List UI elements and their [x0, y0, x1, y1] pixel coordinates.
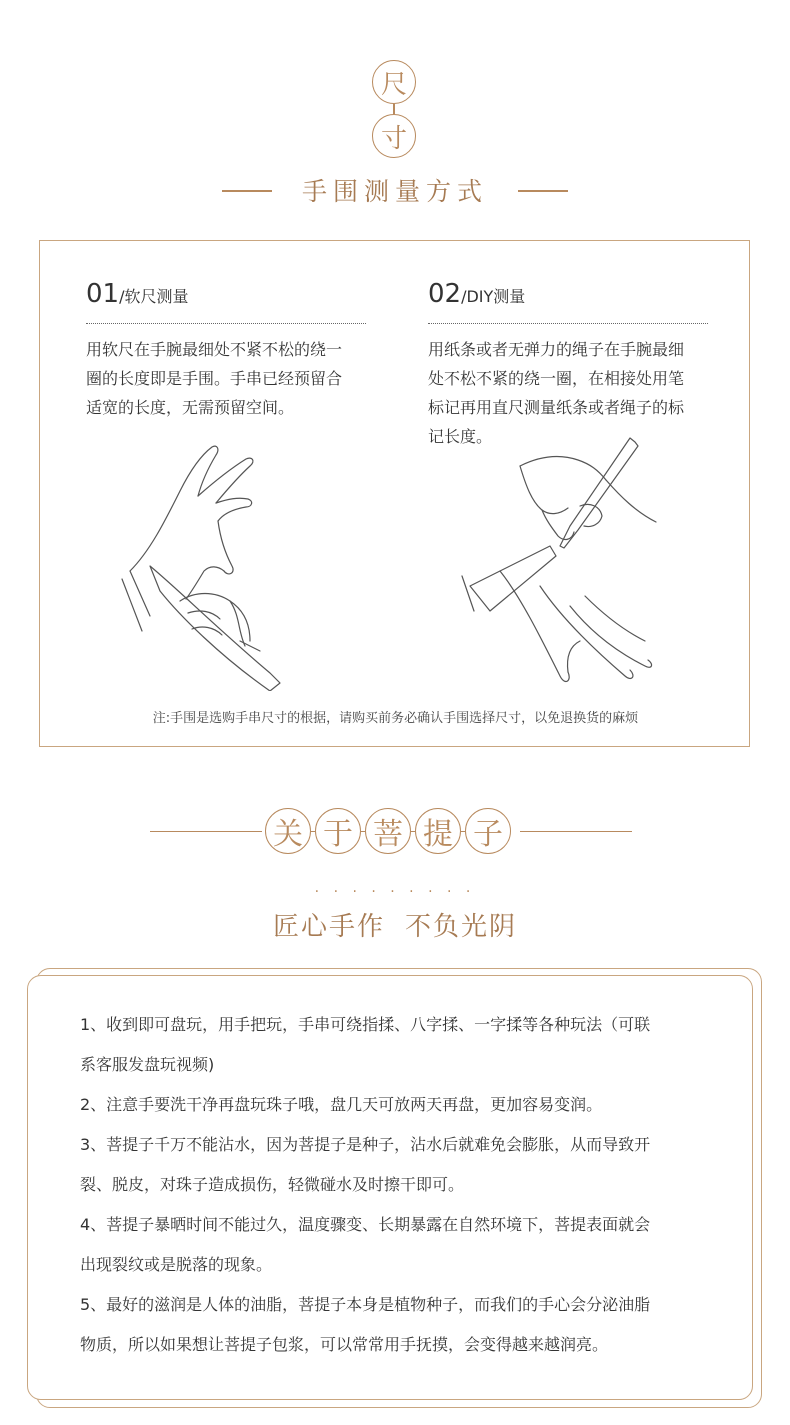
method-description: 用纸条或者无弹力的绳子在手腕最细 处不松不紧的绕一圈，在相接处用笔 标记再用直尺测量纸条或者绳子的标 记长度。	[428, 340, 685, 446]
size-note: 注:手围是选购手串尺寸的根据，请购买前务必确认手围选择尺寸，以免退换货的麻烦	[152, 711, 639, 726]
section-title: 手围测量方式	[301, 177, 488, 206]
rule-line: 裂、脱皮，对珠子造成损伤，轻微碰水及时擦干即可。	[80, 1175, 465, 1194]
circle-connector	[393, 104, 395, 114]
hand-pen-paper-strip-drawing	[460, 436, 670, 696]
measure-methods-panel	[39, 240, 750, 747]
method-number: 02	[428, 279, 462, 309]
dotted-divider	[428, 323, 708, 324]
method-heading	[86, 279, 189, 309]
dotted-divider	[86, 323, 366, 324]
decorative-dots: · · · · · · · · ·	[314, 884, 476, 900]
about-title-char: 于	[315, 808, 361, 854]
method-heading	[428, 279, 525, 309]
about-title-char: 菩	[365, 808, 411, 854]
rule-line: 5、最好的滋润是人体的油脂，菩提子本身是植物种子，而我们的手心会分泌油脂	[80, 1295, 651, 1314]
rule-line: 出现裂纹或是脱落的现象。	[80, 1255, 273, 1274]
about-title-char: 关	[265, 808, 311, 854]
about-title-char: 子	[465, 808, 511, 854]
rule-line: 物质，所以如果想让菩提子包浆，可以常常用手抚摸，会变得越来越润亮。	[80, 1335, 609, 1354]
rule-line: 3、菩提子千万不能沾水，因为菩提子是种子，沾水后就难免会膨胀，从而导致开	[80, 1135, 651, 1154]
rule-line: 4、菩提子暴晒时间不能过久，温度骤变、长期暴露在自然环境下，菩提表面就会	[80, 1215, 651, 1234]
title-rule-right	[518, 190, 568, 192]
about-rule-left	[150, 831, 262, 832]
hand-soft-ruler-drawing	[120, 441, 320, 691]
rule-line: 1、收到即可盘玩，用手把玩，手串可绕指揉、八字揉、一字揉等各种玩法（可联	[80, 1015, 651, 1034]
about-title-char: 提	[415, 808, 461, 854]
method-number: 01	[86, 279, 120, 309]
about-rule-right	[520, 831, 632, 832]
rule-line: 系客服发盘玩视频)	[80, 1055, 215, 1074]
method-description: 用软尺在手腕最细处不紧不松的绕一 圈的长度即是手围。手串已经预留合 适宽的长度，无需预留空间。	[86, 340, 343, 417]
header-circle-char: 寸	[372, 114, 416, 158]
method-name: /软尺测量	[119, 287, 189, 306]
method-name: /DIY测量	[461, 287, 526, 306]
rule-line: 2、注意手要洗干净再盘玩珠子哦，盘几天可放两天再盘，更加容易变润。	[80, 1095, 603, 1114]
header-circle-char: 尺	[372, 60, 416, 104]
about-subtitle: 匠心手作 不负光阴	[272, 912, 518, 942]
